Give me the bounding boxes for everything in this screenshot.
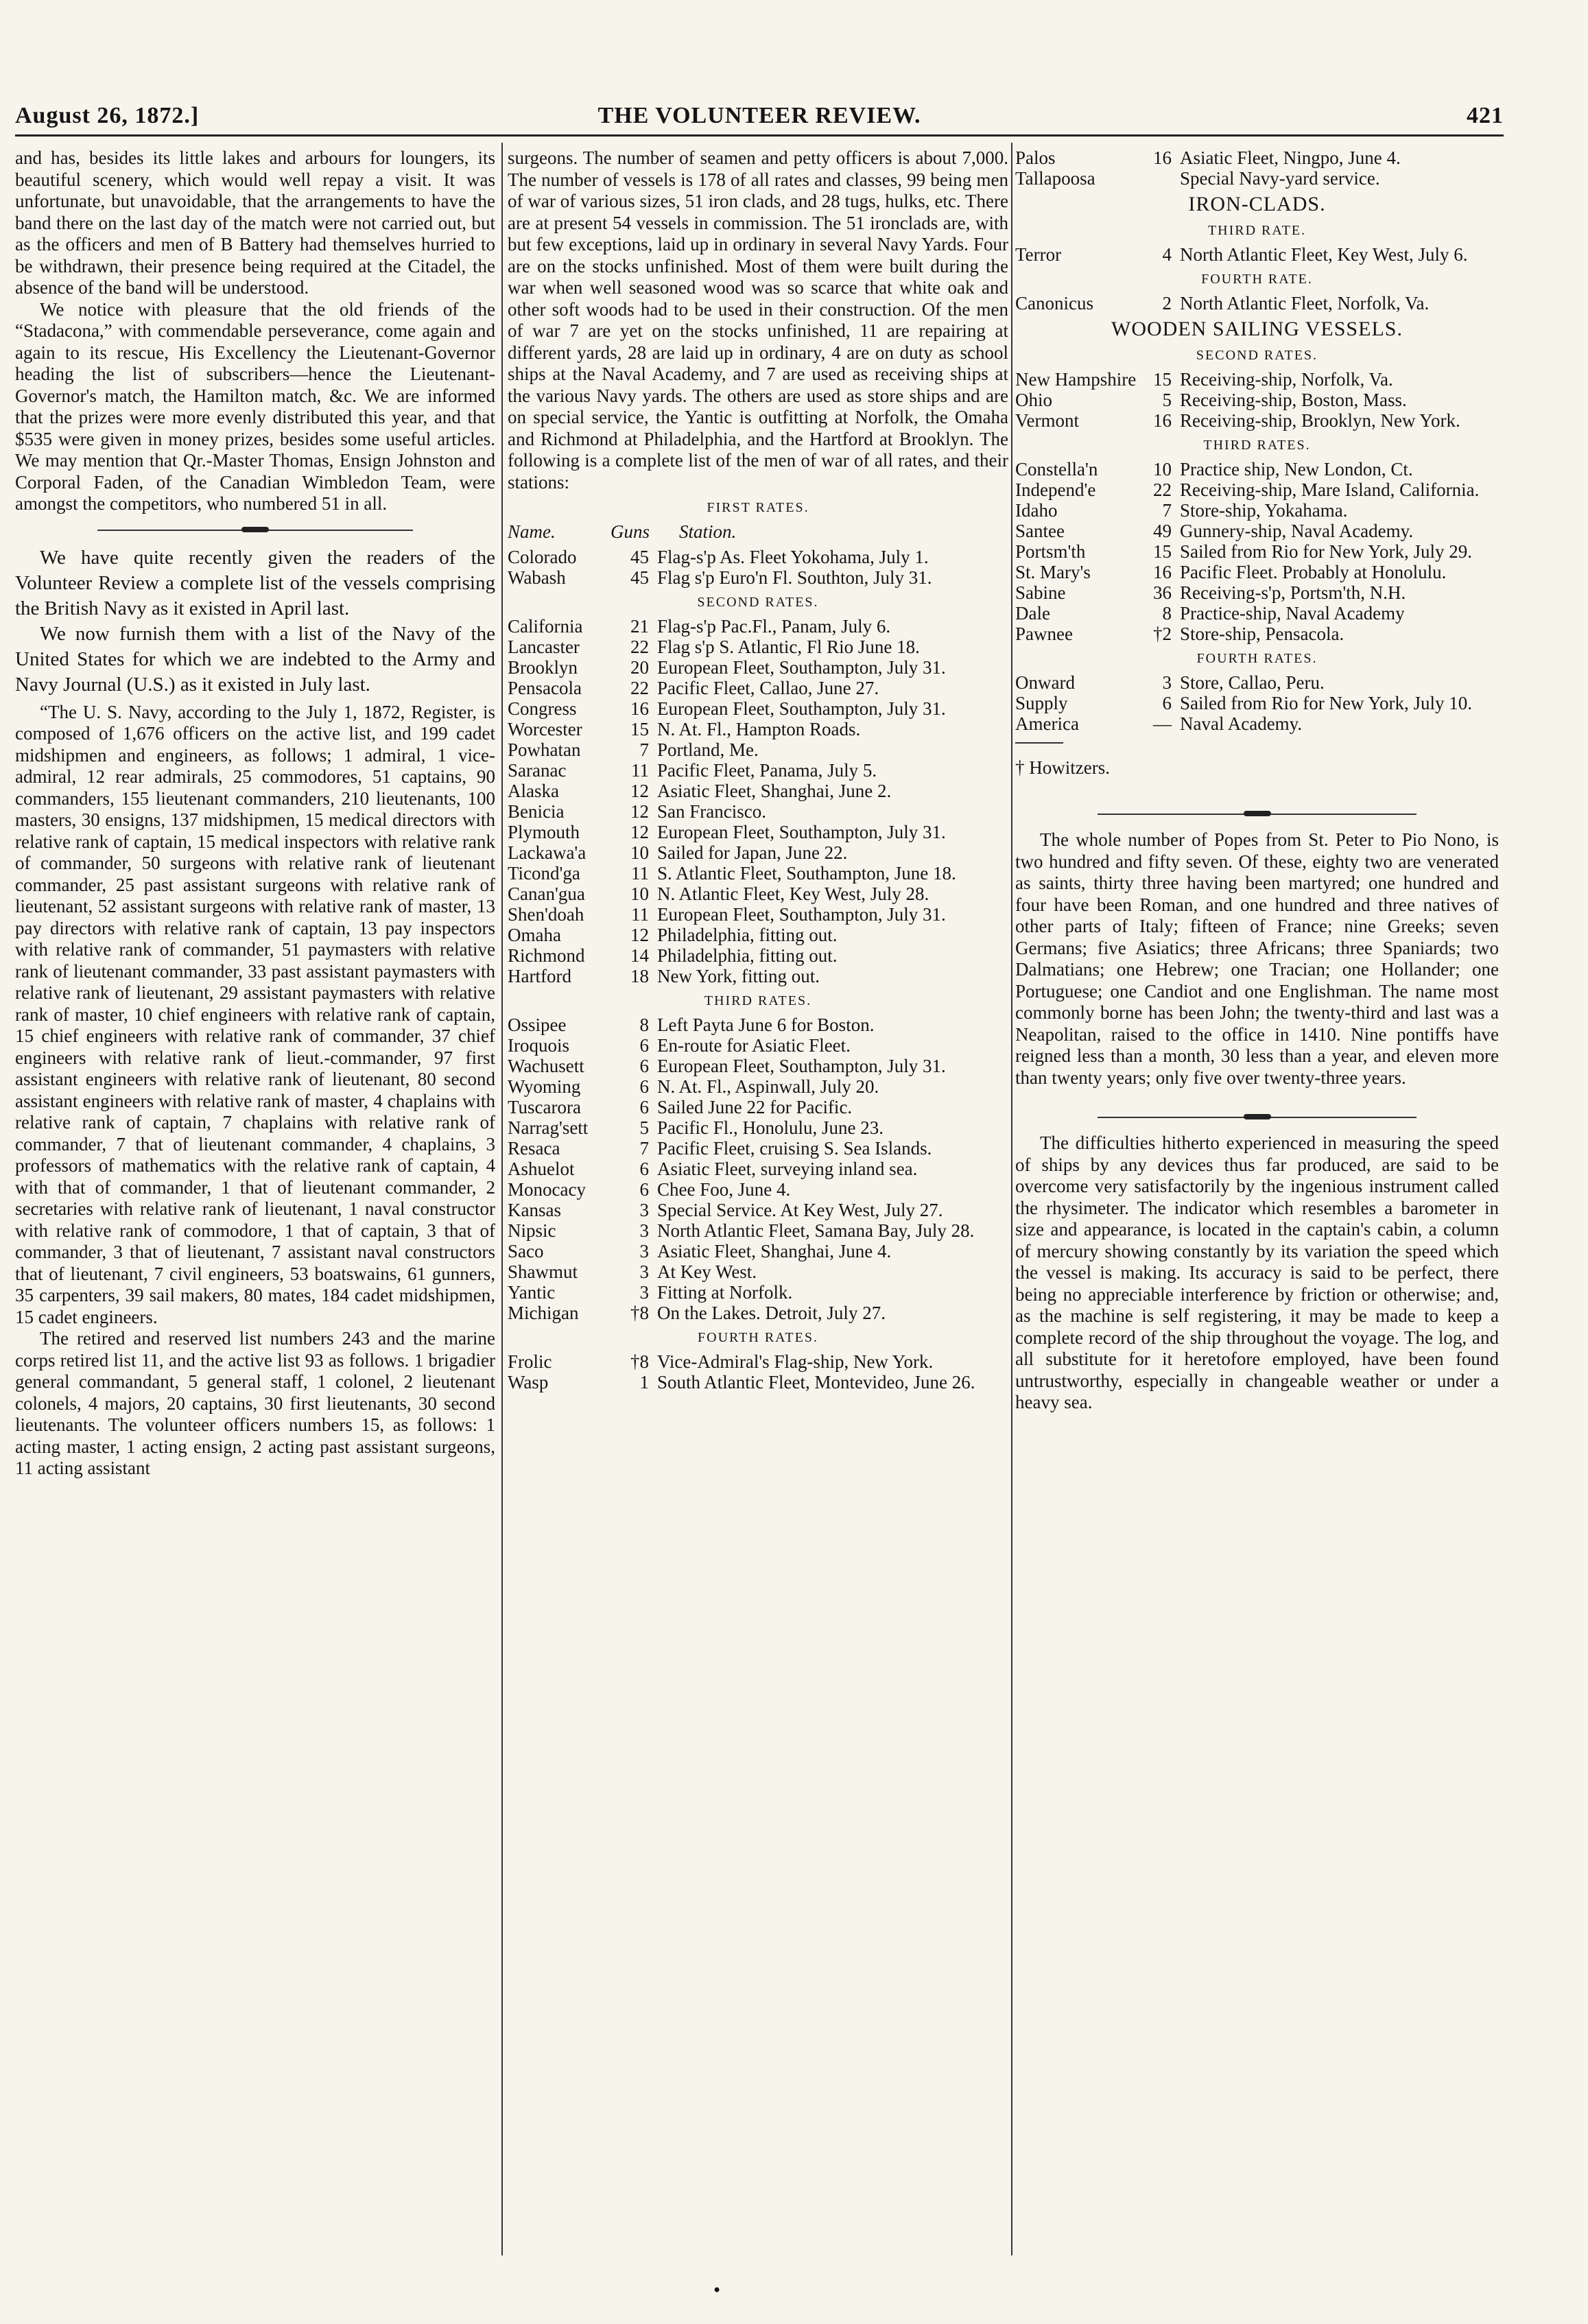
- ship-guns: 6: [639, 1056, 649, 1076]
- ship-guns: 6: [639, 1097, 649, 1117]
- ship-name: St. Mary's: [1015, 562, 1091, 582]
- print-mark: •: [712, 2281, 722, 2300]
- column-left: [15, 147, 495, 1480]
- ship-station: Portland, Me.: [657, 739, 759, 760]
- ship-guns: 3: [639, 1282, 649, 1303]
- ship-station: En-route for Asiatic Fleet.: [657, 1035, 851, 1056]
- ship-guns: 2: [1162, 293, 1172, 313]
- ship-station: Fitting at Norfolk.: [657, 1282, 793, 1303]
- ship-list: [508, 1351, 1008, 1392]
- ship-guns: 6: [639, 1159, 649, 1179]
- ship-name: Ashuelot: [508, 1159, 575, 1179]
- ship-name: Yantic: [508, 1282, 556, 1303]
- ship-station: Sailed June 22 for Pacific.: [657, 1097, 853, 1117]
- ship-station: Flag s'p Euro'n Fl. Southton, July 31.: [657, 567, 932, 588]
- ship-list: [508, 616, 1008, 986]
- ship-station: Store-ship, Pensacola.: [1180, 624, 1344, 644]
- ship-name: Powhatan: [508, 739, 581, 760]
- ship-guns: 18: [630, 966, 649, 986]
- ship-name: Ticond'ga: [508, 863, 580, 884]
- article-paragraph: The difficulties hitherto experienced in measuring the speed of ships by any devices thus far produced, are said to be overcome very satisfactorily by the ingenious instrument called the rhysimeter. The indicator which resembles a barometer in size and appearance, is located in the captain's cabin, a column of mercury showing constantly by its variation the speed which the vessel is making. Its accuracy is said to be perfect, there being no appreciable interference by friction or otherwise; and, as the machine is self registering, it may be made to keep a complete record of the ship throughout the voyage. The log, and all substitute for it heretofore employed, have been found untrustworthy, especially in changeable weather or under a heavy sea.: [1015, 1133, 1499, 1412]
- ship-guns: 15: [630, 719, 649, 739]
- ship-station: Receiving-ship, Brooklyn, New York.: [1180, 410, 1460, 431]
- page-header: [15, 103, 1504, 137]
- ship-guns: 16: [1153, 147, 1172, 168]
- ship-station: Pacific Fleet, Callao, June 27.: [657, 678, 879, 698]
- column-rule-left: [501, 143, 503, 2255]
- ship-guns: 16: [630, 698, 649, 719]
- ship-guns: [1135, 168, 1177, 189]
- ship-name: Terror: [1015, 244, 1062, 265]
- ship-name: Wyoming: [508, 1076, 581, 1097]
- ship-name: Supply: [1015, 693, 1068, 713]
- section-heading: FIRST RATES.: [707, 500, 809, 515]
- ship-guns: —: [1153, 713, 1172, 734]
- ship-name: Onward: [1015, 672, 1075, 693]
- ship-guns: 12: [630, 801, 649, 822]
- ship-guns: †8: [630, 1303, 649, 1323]
- ship-name: Ohio: [1015, 390, 1052, 410]
- ship-station: N. At. Fl., Hampton Roads.: [657, 719, 861, 739]
- ship-name: Nipsic: [508, 1220, 556, 1241]
- ship-station: Flag-s'p As. Fleet Yokohama, July 1.: [657, 547, 929, 567]
- ship-name: Tuscarora: [508, 1097, 581, 1117]
- ship-name: Tallapoosa: [1015, 168, 1095, 189]
- ship-guns: 36: [1153, 582, 1172, 603]
- ship-station: Receiving-ship, Norfolk, Va.: [1180, 369, 1393, 390]
- ship-guns: 16: [1153, 562, 1172, 582]
- ship-guns: 4: [1162, 244, 1172, 265]
- header-page-number: 421: [1467, 103, 1504, 128]
- ship-name: Lackawa'a: [508, 842, 586, 863]
- ship-list: [1015, 244, 1499, 265]
- ship-list: [1015, 293, 1499, 313]
- ship-guns: 11: [631, 760, 649, 781]
- column-right: [1015, 147, 1499, 1414]
- ship-guns: 6: [639, 1076, 649, 1097]
- ship-guns: 7: [639, 739, 649, 760]
- ship-name: Monocacy: [508, 1179, 586, 1200]
- ship-name: Saranac: [508, 760, 567, 781]
- ship-name: Wabash: [508, 567, 566, 588]
- ship-name: Wasp: [508, 1372, 549, 1392]
- ship-station: Practice-ship, Naval Academy: [1180, 603, 1405, 624]
- article-paragraph: surgeons. The number of seamen and petty officers is about 7,000. The number of vessels is 178 of all rates and classes, 99 being men of war of various sizes, 51 iron clads, and 28 tugs, hulks, etc. There are at present 54 vessels in commission. The 51 ironclads are, with but few exceptions, laid up in ordinary in several Navy Yards. Four are on the stocks unfinished. Most of them were built during the war when well seasoned wood was so scarce that white oak and other soft woods had to be used in their construction. Of the men of war 7 are yet on the stocks unfinished, 11 are repairing at different yards, 28 are laid up in ordinary, 4 are on duty as school ships at the Naval Academy, and 7 are used as receiving ships at the various Navy yards. The others are used as store ships and are on special service, the Yantic is outfitting at Norfolk, the Omaha and Richmond at Philadelphia, and the Hartford at Brooklyn. The following is a complete list of the men of war of all rates, and their stations:: [508, 147, 1008, 493]
- article-separator: [15, 515, 495, 545]
- header-title: THE VOLUNTEER REVIEW.: [597, 103, 921, 128]
- article-paragraph: and has, besides its little lakes and arbours for loungers, its beautiful scenery, which would well repay a visit. It was unfortunate, but unavoidable, that the arrangements to have the band there on the last day of the match were not carried out, but as the officers and men of B Battery had themselves hurried to be withdrawn, their presence being required at the Citadel, the absence of the band will be understood.: [15, 147, 495, 298]
- footnote-rule: [1015, 742, 1063, 744]
- ship-station: Receiving-s'p, Portsm'th, N.H.: [1180, 582, 1406, 603]
- ship-guns: 8: [1162, 603, 1172, 624]
- ship-guns: 15: [1153, 369, 1172, 390]
- ship-name: Richmond: [508, 945, 585, 966]
- ship-guns: 7: [1162, 500, 1172, 521]
- section-heading: FOURTH RATES.: [698, 1330, 818, 1345]
- ship-name: California: [508, 616, 583, 637]
- ship-name: Pawnee: [1015, 624, 1073, 644]
- ship-station: S. Atlantic Fleet, Southampton, June 18.: [657, 863, 956, 884]
- ship-station: Special Service. At Key West, July 27.: [657, 1200, 943, 1220]
- ship-name: Colorado: [508, 547, 577, 567]
- ship-name: Hartford: [508, 966, 571, 986]
- ship-station: North Atlantic Fleet, Samana Bay, July 28.: [657, 1220, 975, 1241]
- ship-guns: †2: [1153, 624, 1172, 644]
- list-column-headers: [508, 521, 1008, 543]
- ship-station: On the Lakes. Detroit, July 27.: [657, 1303, 886, 1323]
- ship-name: Wachusett: [508, 1056, 584, 1076]
- ship-list: [1015, 369, 1499, 431]
- article-separator: [1015, 1102, 1499, 1133]
- article-paragraph: The retired and reserved list numbers 243 and the marine corps retired list 11, and the active list 93 as follows. 1 brigadier general commandant, 5 general staff, 1 colonel, 2 lieutenant colonels, 4 majors, 20 captains, 30 first lieutenants, 30 second lieutenants. The volunteer officers numbers 15, as follows: 1 acting master, 1 acting ensign, 2 acting past assistant surgeons, 11 acting assistant: [15, 1328, 495, 1478]
- ship-guns: 6: [639, 1035, 649, 1056]
- ship-station: Asiatic Fleet, Shanghai, June 2.: [657, 781, 892, 801]
- ship-guns: 12: [630, 925, 649, 945]
- ship-guns: 21: [630, 616, 649, 637]
- footnote: † Howitzers.: [1015, 757, 1110, 778]
- ship-station: European Fleet, Southampton, July 31.: [657, 822, 946, 842]
- ship-guns: 49: [1153, 521, 1172, 541]
- ship-name: Shen'doah: [508, 904, 584, 925]
- ship-station: Receiving-ship, Boston, Mass.: [1180, 390, 1407, 410]
- ship-station: Sailed from Rio for New York, July 29.: [1180, 541, 1472, 562]
- section-subheading: THIRD RATE.: [1207, 223, 1307, 238]
- ship-guns: 11: [631, 863, 649, 884]
- article-paragraph: We now furnish them with a list of the Navy of the United States for which we are indebted to the Army and Navy Journal (U.S.) as it existed in July last.: [15, 622, 495, 696]
- ship-station: Naval Academy.: [1180, 713, 1303, 734]
- ship-guns: 22: [630, 678, 649, 698]
- ship-name: Saco: [508, 1241, 544, 1261]
- section-subheading: SECOND RATES.: [1196, 348, 1318, 363]
- column-middle: [508, 147, 1008, 1395]
- ship-station: Philadelphia, fitting out.: [657, 945, 838, 966]
- ship-station: North Atlantic Fleet, Key West, July 6.: [1180, 244, 1468, 265]
- article-separator: [1015, 799, 1499, 829]
- ship-guns: 10: [630, 884, 649, 904]
- ship-name: Sabine: [1015, 582, 1066, 603]
- ship-station: Asiatic Fleet, surveying inland sea.: [657, 1159, 918, 1179]
- ship-guns: 3: [1162, 672, 1172, 693]
- ship-station: European Fleet, Southampton, July 31.: [657, 657, 946, 678]
- ship-name: Michigan: [508, 1303, 579, 1323]
- ship-name: Palos: [1015, 147, 1056, 168]
- ship-station: Pacific Fl., Honolulu, June 23.: [657, 1117, 884, 1138]
- ship-list: [1015, 147, 1499, 189]
- ship-guns: 3: [639, 1241, 649, 1261]
- ship-station: Store-ship, Yokahama.: [1180, 500, 1348, 521]
- ship-name: Shawmut: [508, 1261, 578, 1282]
- ship-station: Asiatic Fleet, Shanghai, June 4.: [657, 1241, 892, 1261]
- ship-name: Santee: [1015, 521, 1065, 541]
- ship-guns: 5: [639, 1117, 649, 1138]
- ship-station: Flag-s'p Pac.Fl., Panam, July 6.: [657, 616, 891, 637]
- ship-station: Gunnery-ship, Naval Academy.: [1180, 521, 1414, 541]
- ship-name: Constella'n: [1015, 459, 1098, 479]
- section-heading: SECOND RATES.: [697, 595, 819, 610]
- ship-guns: 5: [1162, 390, 1172, 410]
- ship-name: Frolic: [508, 1351, 552, 1372]
- column-rule-right: [1011, 143, 1012, 2255]
- ship-guns: †8: [630, 1351, 649, 1372]
- ship-guns: 7: [639, 1138, 649, 1159]
- ship-guns: 12: [630, 781, 649, 801]
- ship-station: North Atlantic Fleet, Norfolk, Va.: [1180, 293, 1430, 313]
- ship-guns: 20: [630, 657, 649, 678]
- ship-station: Asiatic Fleet, Ningpo, June 4.: [1180, 147, 1401, 168]
- ship-station: Sailed from Rio for New York, July 10.: [1180, 693, 1472, 713]
- section-subheading: FOURTH RATES.: [1196, 651, 1318, 666]
- ship-station: At Key West.: [657, 1261, 757, 1282]
- ship-list: [508, 547, 1008, 588]
- ship-guns: 16: [1153, 410, 1172, 431]
- ship-station: Practice ship, New London, Ct.: [1180, 459, 1413, 479]
- ship-name: Vermont: [1015, 410, 1079, 431]
- ship-station: European Fleet, Southampton, July 31.: [657, 698, 946, 719]
- ship-station: Pacific Fleet, Panama, July 5.: [657, 760, 877, 781]
- ship-station: New York, fitting out.: [657, 966, 820, 986]
- article-paragraph: We notice with pleasure that the old friends of the “Stadacona,” with commendable perseverance, come again and again to its rescue, His Excellency the Lieutenant-Governor heading the list of subscribers—hence the Lieutenant-Governor's match, the Hamilton match, &c. We are informed that the prizes were more evenly distributed this year, and that $535 were given in money prizes, besides some useful articles. We may mention that Qr.-Master Thomas, Ensign Johnston and Corporal Faden, of the Canadian Wimbledon Team, were amongst the competitors, who numbered 51 in all.: [15, 298, 495, 514]
- ship-station: Flag s'p S. Atlantic, Fl Rio June 18.: [657, 637, 920, 657]
- header-date: August 26, 1872.]: [15, 103, 200, 128]
- ship-name: Plymouth: [508, 822, 580, 842]
- ship-guns: 3: [639, 1220, 649, 1241]
- ship-station: European Fleet, Southampton, July 31.: [657, 904, 946, 925]
- header-name: Name.: [508, 521, 556, 542]
- ship-name: New Hampshire: [1015, 369, 1137, 390]
- ship-guns: 12: [630, 822, 649, 842]
- ship-name: Benicia: [508, 801, 565, 822]
- ship-guns: 15: [1153, 541, 1172, 562]
- ship-guns: 10: [1153, 459, 1172, 479]
- ship-name: Lancaster: [508, 637, 580, 657]
- ship-name: Canonicus: [1015, 293, 1093, 313]
- ship-guns: 8: [639, 1015, 649, 1035]
- ship-list: [1015, 459, 1499, 644]
- section-subheading: FOURTH RATE.: [1201, 272, 1313, 287]
- ship-guns: 14: [630, 945, 649, 966]
- ship-guns: 10: [630, 842, 649, 863]
- ship-guns: 45: [630, 567, 649, 588]
- ship-name: America: [1015, 713, 1079, 734]
- ship-name: Omaha: [508, 925, 561, 945]
- ship-name: Resaca: [508, 1138, 560, 1159]
- ship-station: Vice-Admiral's Flag-ship, New York.: [657, 1351, 934, 1372]
- ship-name: Portsm'th: [1015, 541, 1086, 562]
- ship-station: N. Atlantic Fleet, Key West, July 28.: [657, 884, 929, 904]
- header-guns: Guns: [611, 521, 650, 542]
- ship-guns: 45: [630, 547, 649, 567]
- ship-guns: 22: [1153, 479, 1172, 500]
- ship-name: Independ'e: [1015, 479, 1096, 500]
- ship-station: San Francisco.: [657, 801, 766, 822]
- ship-guns: 3: [639, 1200, 649, 1220]
- ship-guns: 22: [630, 637, 649, 657]
- ship-station: Chee Foo, June 4.: [657, 1179, 791, 1200]
- ship-station: Pacific Fleet. Probably at Honolulu.: [1180, 562, 1447, 582]
- ship-station: South Atlantic Fleet, Montevideo, June 26.: [657, 1372, 975, 1392]
- ship-name: Kansas: [508, 1200, 561, 1220]
- ship-station: Receiving-ship, Mare Island, California.: [1180, 479, 1480, 500]
- article-paragraph: The whole number of Popes from St. Peter to Pio Nono, is two hundred and fifty seven. Of these, eighty two are venerated as saints, thirty three having been martyred; one hundred and four have been Roman, and one hundred and three natives of other parts of Italy; fifteen of France; nine Greeks; seven Germans; five Asiatics; three Africans; three Spaniards; two Dalmatians; one Hebrew; one Tracian; one Hollander; one Portuguese; one Candiot and one Englishman. The name most commonly borne has been John; the twenty-third and last was a Neapolitan, raised to the office in 1410. Nine pontiffs have reigned less than a month, 30 less than a year, and eleven more than twenty years; only five over twenty-three years.: [1015, 829, 1499, 1088]
- ship-name: Idaho: [1015, 500, 1058, 521]
- section-subheading: THIRD RATES.: [1203, 438, 1311, 453]
- ship-station: Philadelphia, fitting out.: [657, 925, 838, 945]
- ship-guns: 6: [639, 1179, 649, 1200]
- ship-list: [508, 1015, 1008, 1323]
- ship-station: Sailed for Japan, June 22.: [657, 842, 848, 863]
- ship-name: Ossipee: [508, 1015, 567, 1035]
- ship-name: Brooklyn: [508, 657, 578, 678]
- header-station: Station.: [679, 521, 737, 542]
- ship-name: Iroquois: [508, 1035, 569, 1056]
- ship-name: Canan'gua: [508, 884, 585, 904]
- ship-guns: 1: [639, 1372, 649, 1392]
- ship-station: Left Payta June 6 for Boston.: [657, 1015, 875, 1035]
- ship-station: Special Navy-yard service.: [1180, 168, 1380, 189]
- section-heading: IRON-CLADS.: [1188, 193, 1326, 215]
- ship-name: Congress: [508, 698, 577, 719]
- ship-guns: 6: [1162, 693, 1172, 713]
- section-heading: WOODEN SAILING VESSELS.: [1111, 318, 1403, 340]
- ship-name: Alaska: [508, 781, 559, 801]
- ship-name: Worcester: [508, 719, 582, 739]
- article-paragraph: “The U. S. Navy, according to the July 1, 1872, Register, is composed of 1,676 officers on the active list, and 199 cadet midshipmen and engineers, as follows; 1 admiral, 1 vice-admiral, 12 rear admirals, 25 commodores, 51 captains, 90 commanders, 155 lieutenant commanders, 210 lieutenants, 100 masters, 30 ensigns, 137 midshipmen, 15 medical directors with relative rank of captain, 15 medical inspectors with relative rank of commander, 50 surgeons with relative rank of lieutenant commander, 25 past assistant surgeons with relative rank of lieutenant, 52 assistant surgeons with relative rank of master, 13 pay directors with relative rank of captain, 13 pay inspectors with relative rank of commander, 51 paymasters with relative rank of lieutenant commander, 33 past assistant paymasters with relative rank of lieutenant, 29 assistant paymasters with relative rank of master, 10 chief engineers with relative rank of captain, 15 chief engineers with relative rank of commander, 37 chief engineers with relative rank of lieut.-commander, 97 first assistant engineers with relative rank of lieutenant, 80 second assistant engineers with relative rank of master, 4 chaplains with relative rank of captain, 7 chaplains with relative rank of commander, 7 that of lieutenant commander, 4 chaplains, 3 professors of mathematics with the relative rank of captain, 4 with that of commander, 1 that of lieutenant commander, 2 secretaries with relative rank of lieutenant, 1 naval constructor with relative rank of commodore, 1 that of captain, 3 that of commander, 3 that of lieutenant, 7 assistant naval constructors that of lieutenant, 7 civil engineers, 53 boatswains, 61 gunners, 35 carpenters, 39 sail makers, 80 mates, 184 cadet midshipmen, 15 cadet engineers.: [15, 701, 495, 1327]
- ship-station: Pacific Fleet, cruising S. Sea Islands.: [657, 1138, 932, 1159]
- ship-station: European Fleet, Southampton, July 31.: [657, 1056, 946, 1076]
- ship-name: Dale: [1015, 603, 1050, 624]
- ship-guns: 3: [639, 1261, 649, 1282]
- ship-name: Narrag'sett: [508, 1117, 589, 1138]
- article-paragraph: We have quite recently given the readers of the Volunteer Review a complete list of the vessels comprising the British Navy as it existed in April last.: [15, 546, 495, 619]
- ship-name: Pensacola: [508, 678, 582, 698]
- ship-guns: 11: [631, 904, 649, 925]
- ship-station: N. At. Fl., Aspinwall, July 20.: [657, 1076, 879, 1097]
- ship-list: [1015, 672, 1499, 734]
- section-heading: THIRD RATES.: [704, 993, 812, 1008]
- ship-station: Store, Callao, Peru.: [1180, 672, 1325, 693]
